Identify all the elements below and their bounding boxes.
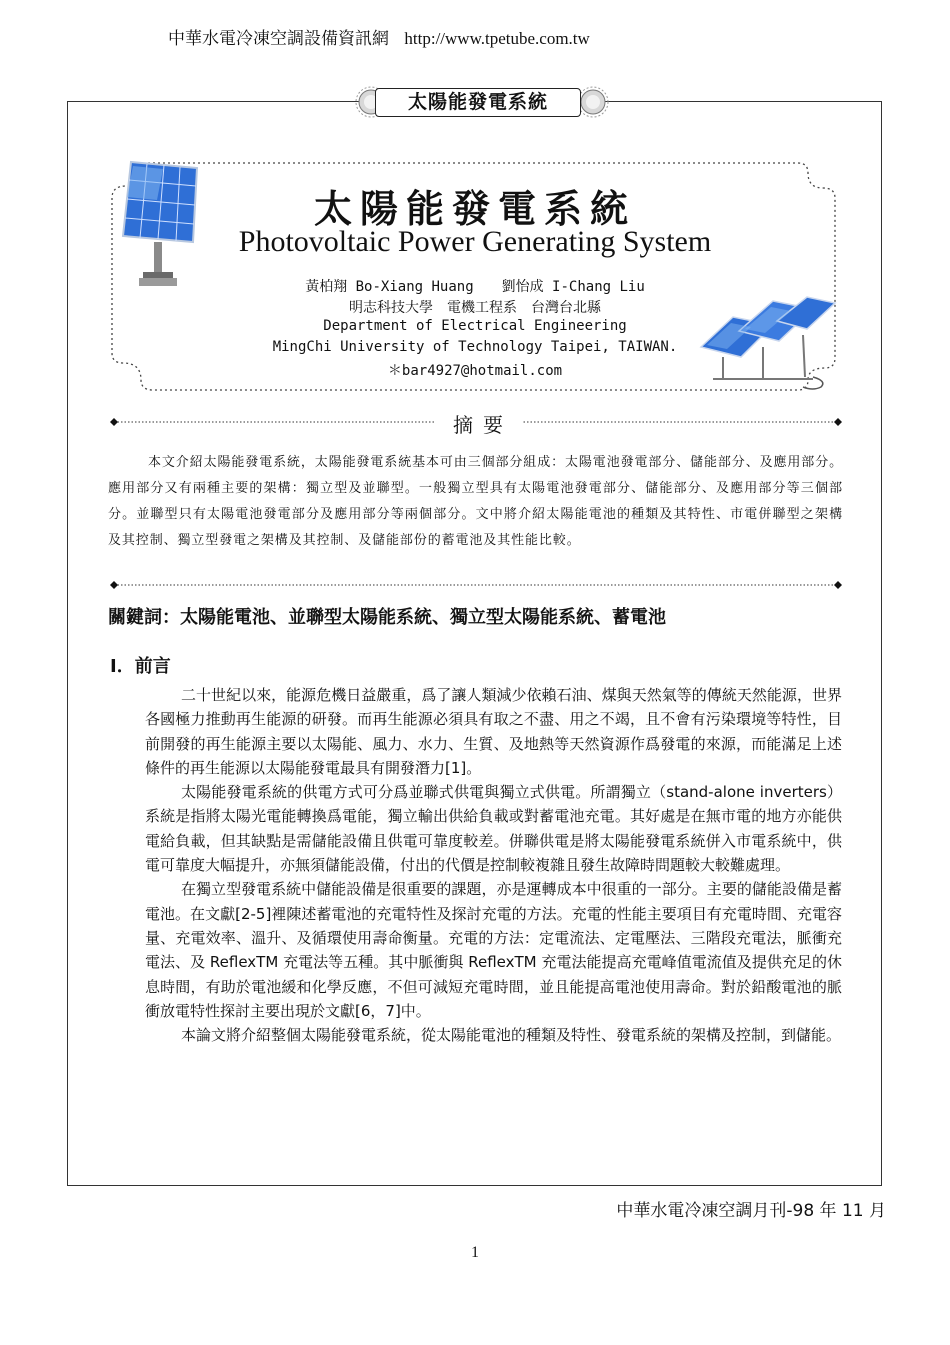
page-number: 1 [471, 1244, 479, 1261]
diamond-bullet-icon [834, 418, 842, 426]
abstract-body: 本文介紹太陽能發電系統，太陽能發電系統基本可由三個部分組成：太陽電池發電部分、儲能部分、及應用部分。應用部分又有兩種主要的架構：獨立型及並聯型。一般獨立型具有太陽電池發電部分、儲能部分、及應用部分等三個部分。並聯型只有太陽電池發電部分及應用部分等兩個部分。文中將介紹太陽能電池的種類及其特性、市電併聯型之架構及其控制、獨立型發電之架構及其控制、及儲能部份的蓄電池及其性能比較。 [108, 455, 844, 548]
title-english: Photovoltaic Power Generating System [238, 225, 712, 258]
title-chinese: 太陽能發電系統 [313, 186, 636, 231]
site-name: 中華水電冷凍空調設備資訊網 [168, 29, 389, 49]
sun-burst-icon [578, 87, 608, 117]
paragraph: 本論文將介紹整個太陽能發電系統，從太陽能電池的種類及特性、發電系統的架構及控制，到儲能。 [181, 1026, 842, 1045]
affiliation-chinese: 明志科技大學 電機工程系 台灣台北縣 [349, 300, 601, 316]
diamond-bullet-icon [110, 581, 118, 589]
abstract-text [108, 450, 843, 554]
paragraph: 在獨立型發電系統中儲能設備是很重要的課題，亦是運轉成本中很重的一部分。主要的儲能設備是蓄電池。在文獻[2-5]裡陳述蓄電池的充電特性及探討充電的方法。充電的性能主要項目有充電時間、充電容量、充電效率、溫升、及循環使用壽命衡量。充電的方法：定電流法、定電壓法、三階段充電法，脈衝充電法、及 ReflexTM 充電法等五種。其中脈衝與 ReflexTM 充電法能提高充電峰值電流值及提供充足的休息時間，有助於電池緩和化學反應，不但可減短充電時間，並且能提高電池使用壽命。對於鉛酸電池的脈衝放電特性探討主要出現於文獻[6，7]中。 [145, 880, 842, 1020]
site-header [168, 24, 590, 49]
keywords: 關鍵詞：太陽能電池、並聯型太陽能系統、獨立型太陽能系統、蓄電池 [108, 607, 666, 628]
paragraph: 太陽能發電系統的供電方式可分爲並聯式供電與獨立式供電。所謂獨立（stand-alone inverters）系統是指將太陽光電能轉換爲電能，獨立輸出供給負載或對蓄電池充電。其好處是在無市電的地方亦能供電給負載，但其缺點是需儲能設備且供電可靠度較差。併聯供電是將太陽能發電系統併入市電系統中，供電可靠度大幅提升，亦無須儲能設備，付出的代價是控制較複雜且發生故障時問題較大較難處理。 [145, 783, 842, 875]
abstract-end-divider [108, 575, 844, 595]
site-url[interactable]: http://www.tpetube.com.tw [404, 29, 590, 48]
department-english: Department of Electrical Engineering [323, 318, 627, 334]
university-english: MingChi University of Technology Taipei, TAIWAN. [272, 339, 678, 355]
issue-label: 中華水電冷凍空調月刊-98 年 11 月 [616, 1201, 886, 1221]
diamond-bullet-icon [834, 581, 842, 589]
author-names: 黃柏翔 Bo-Xiang Huang 劉怡成 I-Chang Liu [305, 279, 645, 295]
abstract-heading: 摘要 [436, 409, 522, 438]
author-email[interactable]: ＊bar4927@hotmail.com [387, 363, 563, 379]
diamond-bullet-icon [110, 418, 118, 426]
section-heading: I．前言 [110, 656, 171, 677]
paragraph: 二十世紀以來，能源危機日益嚴重，爲了讓人類減少依賴石油、煤與天然氣等的傳統天然能源，世界各國極力推動再生能源的研發。而再生能源必須具有取之不盡、用之不竭，且不會有污染環境等特性，目前開發的再生能源主要以太陽能、風力、水力、生質、及地熱等天然資源作爲發電的來源，而能滿足上述條件的再生能源以太陽能發電最具有開發潛力[1]。 [145, 686, 842, 777]
section-body [145, 683, 842, 1047]
banner-label: 太陽能發電系統 [375, 88, 581, 117]
